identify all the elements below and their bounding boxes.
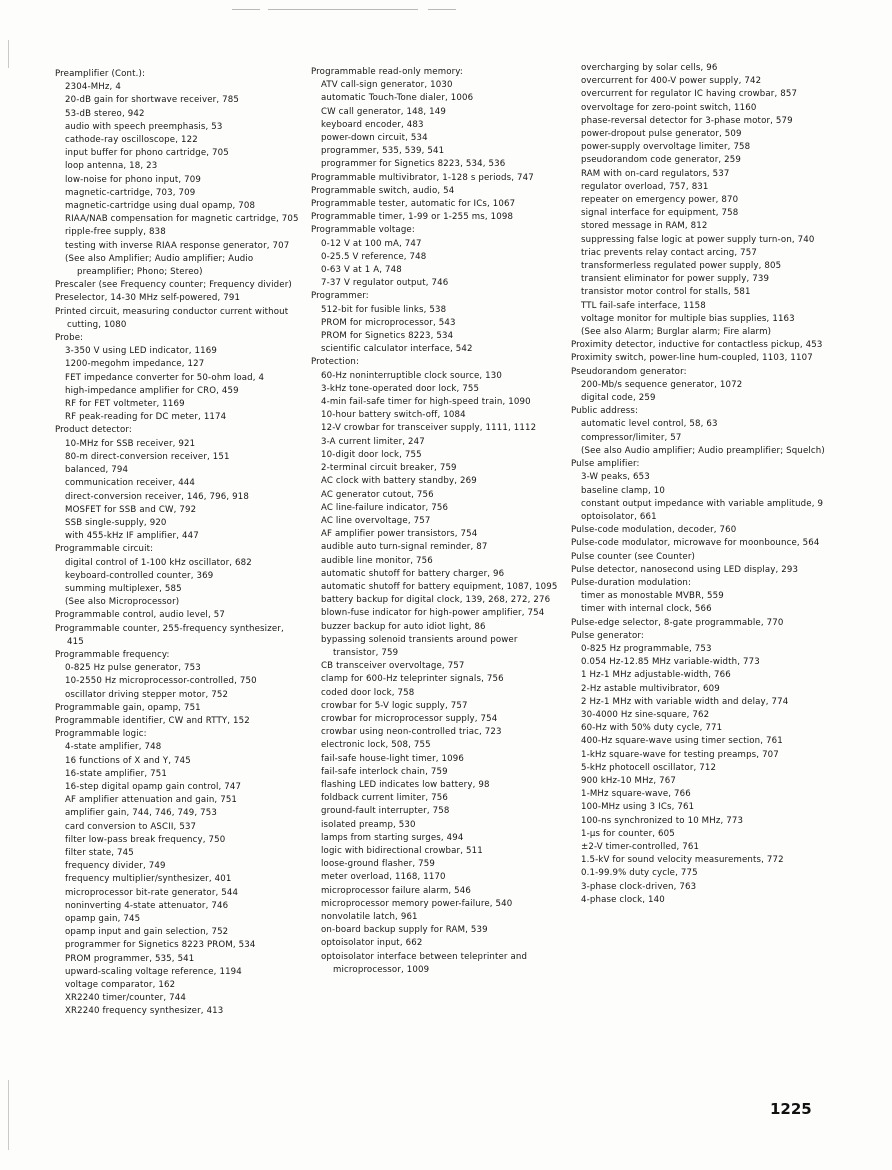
- index-subentry: on-board backup supply for RAM, 539: [321, 925, 488, 936]
- index-subentry: (See also Amplifier; Audio amplifier; Audio preamplifier; Phono; Stereo): [65, 253, 254, 278]
- index-subentry: TTL fail-safe interface, 1158: [581, 300, 706, 311]
- index-subentry: ground-fault interrupter, 758: [321, 806, 450, 817]
- index-subentry: transient eliminator for power supply, 739: [581, 274, 770, 285]
- index-subentry: CB transceiver overvoltage, 757: [321, 661, 465, 672]
- index-subentry: overcurrent for 400-V power supply, 742: [581, 76, 762, 87]
- index-subentry: suppressing false logic at power supply turn-on, 740: [581, 234, 815, 245]
- index-subentry: SSB single-supply, 920: [65, 517, 167, 528]
- index-subentry: (See also Microprocessor): [65, 597, 180, 608]
- index-subentry: high-impedance amplifier for CRO, 459: [65, 385, 239, 396]
- index-subentry: 4-phase clock, 140: [581, 894, 665, 905]
- index-heading: Pulse amplifier:: [571, 459, 640, 470]
- index-column-2: [311, 66, 561, 977]
- index-subentry: microprocessor failure alarm, 546: [321, 885, 471, 896]
- index-heading: Pulse detector, nanosecond using LED display, 293: [571, 564, 799, 575]
- index-heading: Programmable counter, 255-frequency synthesizer, 415: [55, 623, 284, 647]
- index-subentry: direct-conversion receiver, 146, 796, 918: [65, 491, 249, 502]
- index-subentry: filter low-pass break frequency, 750: [65, 834, 226, 845]
- index-subentry: programmer for Signetics 8223, 534, 536: [321, 159, 506, 170]
- index-subentry: PROM for microprocessor, 543: [321, 317, 456, 328]
- index-subentry: 1 Hz-1 MHz adjustable-width, 766: [581, 670, 731, 681]
- index-subentry: testing with inverse RIAA response generator, 707: [65, 240, 290, 251]
- page-edge-mark-upper: [8, 40, 9, 68]
- index-heading: Pulse-duration modulation:: [571, 577, 692, 588]
- index-subentry: ±2-V timer-controlled, 761: [581, 841, 700, 852]
- index-heading: Product detector:: [55, 425, 132, 436]
- index-subentry: RAM with on-card regulators, 537: [581, 168, 730, 179]
- index-subentry: 3-350 V using LED indicator, 1169: [65, 346, 217, 357]
- index-subentry: meter overload, 1168, 1170: [321, 872, 446, 883]
- index-subentry: digital control of 1-100 kHz oscillator, 682: [65, 557, 252, 568]
- index-subentry: 7-37 V regulator output, 746: [321, 278, 449, 289]
- index-subentry: scientific calculator interface, 542: [321, 344, 473, 355]
- index-subentry: 16-step digital opamp gain control, 747: [65, 781, 242, 792]
- index-subentry: loop antenna, 18, 23: [65, 161, 158, 172]
- index-subentry: AF amplifier power transistors, 754: [321, 529, 478, 540]
- index-subentry: 10-2550 Hz microprocessor-controlled, 750: [65, 676, 257, 687]
- index-subentry: PROM programmer, 535, 541: [65, 953, 195, 964]
- index-heading: Programmable switch, audio, 54: [311, 185, 455, 196]
- index-subentry: AC generator cutout, 756: [321, 489, 434, 500]
- index-subentry: 3-W peaks, 653: [581, 472, 650, 483]
- index-heading: Public address:: [571, 406, 639, 417]
- index-subentry: timer as monostable MVBR, 559: [581, 591, 724, 602]
- index-subentry: noninverting 4-state attenuator, 746: [65, 900, 229, 911]
- index-subentry: card conversion to ASCII, 537: [65, 821, 197, 832]
- index-heading: Pulse-code modulator, microwave for moonbounce, 564: [571, 538, 820, 549]
- index-subentry: digital code, 259: [581, 393, 656, 404]
- index-subentry: keyboard encoder, 483: [321, 119, 424, 130]
- index-subentry: 200-Mb/s sequence generator, 1072: [581, 379, 743, 390]
- index-heading: Preamplifier (Cont.):: [55, 69, 146, 79]
- index-subentry: electronic lock, 508, 755: [321, 740, 431, 751]
- index-subentry: 900 kHz-10 MHz, 767: [581, 775, 676, 786]
- index-subentry: clamp for 600-Hz teleprinter signals, 756: [321, 674, 504, 685]
- index-subentry: 1-kHz square-wave for testing preamps, 707: [581, 749, 779, 760]
- index-subentry: PROM for Signetics 8223, 534: [321, 331, 454, 342]
- index-heading: Proximity detector, inductive for contactless pickup, 453: [571, 340, 823, 351]
- page-number: 1225: [770, 1100, 812, 1118]
- index-subentry: 4-state amplifier, 748: [65, 742, 162, 753]
- index-subentry: programmer, 535, 539, 541: [321, 146, 445, 157]
- index-subentry: 10-MHz for SSB receiver, 921: [65, 438, 196, 449]
- index-subentry: RF for FET voltmeter, 1169: [65, 399, 185, 410]
- index-subentry: XR2240 frequency synthesizer, 413: [65, 1006, 224, 1017]
- index-subentry: audio with speech preemphasis, 53: [65, 121, 223, 132]
- index-heading: Pseudorandom generator:: [571, 366, 687, 377]
- index-heading: Programmable read-only memory:: [311, 67, 463, 77]
- index-subentry: FET impedance converter for 50-ohm load, 4: [65, 372, 265, 383]
- index-subentry: 4-min fail-safe timer for high-speed train, 1090: [321, 397, 531, 408]
- index-subentry: with 455-kHz IF amplifier, 447: [65, 531, 199, 542]
- index-subentry: 10-digit door lock, 755: [321, 449, 422, 460]
- index-subentry: CW call generator, 148, 149: [321, 106, 446, 117]
- index-subentry: power-supply overvoltage limiter, 758: [581, 142, 751, 153]
- index-subentry: audible line monitor, 756: [321, 555, 433, 566]
- index-subentry: repeater on emergency power, 870: [581, 195, 739, 206]
- index-subentry: microprocessor memory power-failure, 540: [321, 898, 513, 909]
- index-heading: Pulse counter (see Counter): [571, 551, 696, 562]
- index-subentry: optoisolator input, 662: [321, 938, 423, 949]
- index-subentry: optoisolator interface between teleprinter and microprocessor, 1009: [321, 951, 528, 975]
- index-subentry: 2304-MHz, 4: [65, 82, 121, 93]
- index-subentry: 0-825 Hz programmable, 753: [581, 643, 712, 654]
- index-subentry: loose-ground flasher, 759: [321, 859, 435, 870]
- index-subentry: XR2240 timer/counter, 744: [65, 993, 186, 1004]
- index-subentry: coded door lock, 758: [321, 687, 415, 698]
- index-subentry: compressor/limiter, 57: [581, 432, 682, 443]
- index-subentry: stored message in RAM, 812: [581, 221, 708, 232]
- top-rule-left: [232, 9, 260, 10]
- index-subentry: microprocessor bit-rate generator, 544: [65, 887, 239, 898]
- index-subentry: cathode-ray oscilloscope, 122: [65, 135, 198, 146]
- index-heading: Preselector, 14-30 MHz self-powered, 791: [55, 293, 241, 304]
- index-heading: Programmable logic:: [55, 729, 147, 740]
- index-subentry: 100-ns synchronized to 10 MHz, 773: [581, 815, 744, 826]
- index-heading: Programmable frequency:: [55, 649, 170, 660]
- index-subentry: 2 Hz-1 MHz with variable width and delay, 774: [581, 696, 789, 707]
- index-subentry: 60-Hz noninterruptible clock source, 130: [321, 370, 503, 381]
- index-subentry: 30-4000 Hz sine-square, 762: [581, 709, 710, 720]
- index-subentry: opamp input and gain selection, 752: [65, 927, 229, 938]
- index-subentry: programmer for Signetics 8223 PROM, 534: [65, 940, 256, 951]
- index-subentry: magnetic-cartridge, 703, 709: [65, 187, 196, 198]
- index-heading: Prescaler (see Frequency counter; Frequency divider): [55, 280, 292, 291]
- index-subentry: overvoltage for zero-point switch, 1160: [581, 102, 757, 113]
- index-subentry: balanced, 794: [65, 465, 129, 476]
- index-subentry: 5-kHz photocell oscillator, 712: [581, 762, 717, 773]
- index-subentry: 16 functions of X and Y, 745: [65, 755, 191, 766]
- index-subentry: AC clock with battery standby, 269: [321, 476, 477, 487]
- index-subentry: upward-scaling voltage reference, 1194: [65, 966, 242, 977]
- index-subentry: 3-phase clock-driven, 763: [581, 881, 697, 892]
- index-subentry: 1-μs for counter, 605: [581, 828, 675, 839]
- index-subentry: blown-fuse indicator for high-power amplifier, 754: [321, 608, 545, 619]
- index-subentry: 80-m direct-conversion receiver, 151: [65, 451, 230, 462]
- index-subentry: 0-825 Hz pulse generator, 753: [65, 663, 201, 674]
- index-subentry: AC line-failure indicator, 756: [321, 502, 449, 513]
- index-subentry: voltage monitor for multiple bias supplies, 1163: [581, 313, 795, 324]
- index-heading: Probe:: [55, 333, 84, 344]
- index-subentry: communication receiver, 444: [65, 478, 196, 489]
- index-subentry: 0-25.5 V reference, 748: [321, 251, 427, 262]
- index-subentry: 100-MHz using 3 ICs, 761: [581, 802, 695, 813]
- index-subentry: baseline clamp, 10: [581, 485, 666, 496]
- index-heading: Programmable voltage:: [311, 225, 415, 236]
- index-heading: Programmable control, audio level, 57: [55, 610, 225, 621]
- index-subentry: 1.5-kV for sound velocity measurements, 772: [581, 855, 784, 866]
- index-subentry: audible auto turn-signal reminder, 87: [321, 542, 488, 553]
- index-column-1: [55, 68, 303, 1019]
- index-subentry: isolated preamp, 530: [321, 819, 416, 830]
- index-subentry: nonvolatile latch, 961: [321, 912, 418, 922]
- index-heading: Proximity switch, power-line hum-coupled, 1103, 1107: [571, 353, 813, 364]
- index-subentry: frequency divider, 749: [65, 861, 166, 872]
- index-subentry: amplifier gain, 744, 746, 749, 753: [65, 808, 217, 819]
- index-subentry: 512-bit for fusible links, 538: [321, 304, 447, 315]
- index-subentry: power-down circuit, 534: [321, 133, 428, 144]
- index-heading: Programmable multivibrator, 1-128 s periods, 747: [311, 172, 534, 183]
- index-subentry: ripple-free supply, 838: [65, 227, 166, 238]
- top-rule-right: [428, 9, 456, 10]
- index-subentry: 16-state amplifier, 751: [65, 768, 167, 779]
- top-rule-mid: [268, 9, 418, 10]
- index-subentry: AC line overvoltage, 757: [321, 515, 431, 526]
- index-subentry: ATV call-sign generator, 1030: [321, 80, 453, 91]
- index-subentry: 3-kHz tone-operated door lock, 755: [321, 383, 480, 394]
- index-subentry: frequency multiplier/synthesizer, 401: [65, 874, 232, 885]
- index-subentry: power-dropout pulse generator, 509: [581, 129, 742, 140]
- index-subentry: filter state, 745: [65, 847, 134, 858]
- index-subentry: transistor motor control for stalls, 581: [581, 287, 751, 298]
- index-subentry: low-noise for phono input, 709: [65, 174, 201, 185]
- index-subentry: crowbar for microprocessor supply, 754: [321, 713, 498, 724]
- index-heading: Protection:: [311, 357, 360, 368]
- index-subentry: flashing LED indicates low battery, 98: [321, 779, 490, 790]
- index-subentry: 0.1-99.9% duty cycle, 775: [581, 868, 698, 879]
- index-subentry: opamp gain, 745: [65, 914, 141, 924]
- index-subentry: 10-hour battery switch-off, 1084: [321, 410, 466, 421]
- index-subentry: crowbar using neon-controlled triac, 723: [321, 727, 502, 738]
- index-subentry: fail-safe house-light timer, 1096: [321, 753, 464, 764]
- index-subentry: 1200-megohm impedance, 127: [65, 359, 205, 370]
- index-subentry: triac prevents relay contact arcing, 757: [581, 247, 757, 258]
- page-edge-mark-lower: [8, 1080, 9, 1150]
- index-subentry: timer with internal clock, 566: [581, 604, 712, 615]
- index-subentry: signal interface for equipment, 758: [581, 208, 739, 219]
- index-heading: Programmable tester, automatic for ICs, 1067: [311, 199, 516, 210]
- index-subentry: 60-Hz with 50% duty cycle, 771: [581, 723, 723, 734]
- index-subentry: automatic Touch-Tone dialer, 1006: [321, 93, 474, 104]
- index-subentry: 3-A current limiter, 247: [321, 436, 425, 447]
- index-subentry: automatic shutoff for battery equipment, 1087, 1095: [321, 581, 558, 592]
- index-subentry: 0-12 V at 100 mA, 747: [321, 238, 422, 249]
- index-subentry: voltage comparator, 162: [65, 980, 176, 991]
- index-subentry: AF amplifier attenuation and gain, 751: [65, 795, 238, 806]
- index-subentry: constant output impedance with variable amplitude, 9: [581, 498, 824, 509]
- index-subentry: automatic shutoff for battery charger, 96: [321, 568, 505, 579]
- index-subentry: fail-safe interlock chain, 759: [321, 766, 448, 777]
- index-subentry: transformerless regulated power supply, 805: [581, 261, 782, 272]
- index-column-3: [571, 62, 827, 907]
- index-subentry: MOSFET for SSB and CW, 792: [65, 504, 197, 515]
- index-subentry: input buffer for phono cartridge, 705: [65, 148, 229, 159]
- index-subentry: (See also Alarm; Burglar alarm; Fire alarm): [581, 327, 772, 338]
- index-subentry: keyboard-controlled counter, 369: [65, 570, 214, 581]
- index-subentry: pseudorandom code generator, 259: [581, 155, 741, 166]
- index-subentry: phase-reversal detector for 3-phase motor, 579: [581, 115, 793, 126]
- index-subentry: foldback current limiter, 756: [321, 793, 448, 804]
- index-subentry: automatic level control, 58, 63: [581, 419, 718, 430]
- index-subentry: 0-63 V at 1 A, 748: [321, 265, 402, 276]
- index-subentry: regulator overload, 757, 831: [581, 181, 709, 192]
- index-subentry: lamps from starting surges, 494: [321, 832, 464, 843]
- index-subentry: 400-Hz square-wave using timer section, 761: [581, 736, 783, 747]
- index-subentry: 20-dB gain for shortwave receiver, 785: [65, 95, 239, 106]
- index-subentry: RIAA/NAB compensation for magnetic cartridge, 705: [65, 214, 299, 225]
- index-subentry: battery backup for digital clock, 139, 268, 272, 276: [321, 595, 551, 606]
- index-subentry: 0.054 Hz-12.85 MHz variable-width, 773: [581, 657, 760, 668]
- index-heading: Programmable circuit:: [55, 544, 154, 555]
- index-subentry: 1-MHz square-wave, 766: [581, 789, 691, 800]
- index-subentry: bypassing solenoid transients around power transistor, 759: [321, 634, 518, 658]
- index-heading: Programmable identifier, CW and RTTY, 152: [55, 715, 250, 726]
- index-subentry: logic with bidirectional crowbar, 511: [321, 845, 483, 856]
- index-subentry: summing multiplexer, 585: [65, 583, 182, 594]
- index-subentry: buzzer backup for auto idiot light, 86: [321, 621, 486, 632]
- index-subentry: 53-dB stereo, 942: [65, 108, 145, 119]
- index-subentry: overcharging by solar cells, 96: [581, 63, 718, 73]
- index-heading: Programmable timer, 1-99 or 1-255 ms, 1098: [311, 212, 514, 223]
- index-heading: Pulse-edge selector, 8-gate programmable, 770: [571, 617, 784, 628]
- index-subentry: optoisolator, 661: [581, 511, 657, 522]
- index-subentry: crowbar for 5-V logic supply, 757: [321, 700, 468, 711]
- index-heading: Programmable gain, opamp, 751: [55, 702, 201, 713]
- index-subentry: (See also Audio amplifier; Audio preamplifier; Squelch): [581, 445, 825, 456]
- index-subentry: oscillator driving stepper motor, 752: [65, 689, 229, 700]
- index-subentry: overcurrent for regulator IC having crowbar, 857: [581, 89, 798, 100]
- index-subentry: magnetic-cartridge using dual opamp, 708: [65, 201, 256, 212]
- index-heading: Printed circuit, measuring conductor current without cutting, 1080: [55, 306, 289, 330]
- index-heading: Pulse generator:: [571, 630, 644, 641]
- index-subentry: 12-V crowbar for transceiver supply, 1111, 1112: [321, 423, 537, 434]
- index-heading: Programmer:: [311, 291, 369, 302]
- index-subentry: 2-Hz astable multivibrator, 609: [581, 683, 720, 694]
- index-heading: Pulse-code modulation, decoder, 760: [571, 525, 737, 536]
- index-subentry: RF peak-reading for DC meter, 1174: [65, 412, 227, 423]
- index-subentry: 2-terminal circuit breaker, 759: [321, 463, 457, 474]
